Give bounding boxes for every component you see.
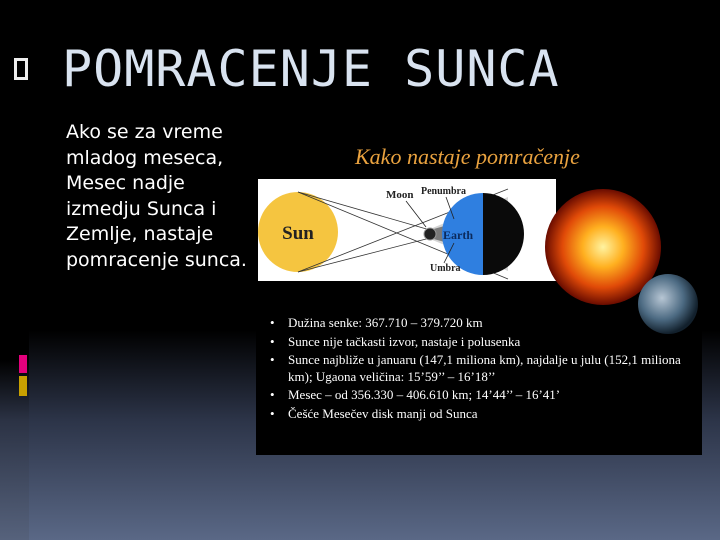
eclipse-facts-list bbox=[268, 315, 698, 424]
left-strip bbox=[0, 0, 29, 540]
accent-bar-yellow bbox=[19, 376, 27, 396]
moon-label: Moon bbox=[386, 189, 414, 201]
eclipse-picture bbox=[256, 133, 702, 455]
list-item: • Češće Mesečev disk manji od Sunca bbox=[268, 406, 698, 423]
list-item: • Sunce nije tačkasti izvor, nastaje i polusenka bbox=[268, 334, 698, 351]
list-item: • Mesec – od 356.330 – 406.610 km; 14’44’’ – 16’41’ bbox=[268, 387, 698, 404]
moon-shape bbox=[424, 228, 436, 240]
accent-bar-red bbox=[19, 355, 27, 373]
slide-body-text: Ako se za vreme mladog meseca, Mesec nadje izmedju Sunca i Zemlje, nastaje pomracenje sunca. bbox=[66, 121, 247, 271]
title-marker bbox=[14, 58, 28, 80]
umbra-label: Umbra bbox=[430, 263, 461, 274]
list-item: • Dužina senke: 367.710 – 379.720 km bbox=[268, 315, 698, 332]
penumbra-label: Penumbra bbox=[421, 186, 466, 197]
picture-heading: Kako nastaje pomračenje bbox=[355, 144, 580, 169]
slide-title: POMRACENJE SUNCA bbox=[62, 40, 560, 98]
earth-label: Earth bbox=[443, 228, 473, 242]
list-item: • Sunce najbliže u januaru (147,1 miliona km), najdalje u julu (152,1 miliona km); Ugaona veličina: 15’59’’ – 16’18’’ bbox=[268, 352, 698, 385]
sun-label: Sun bbox=[282, 223, 314, 244]
